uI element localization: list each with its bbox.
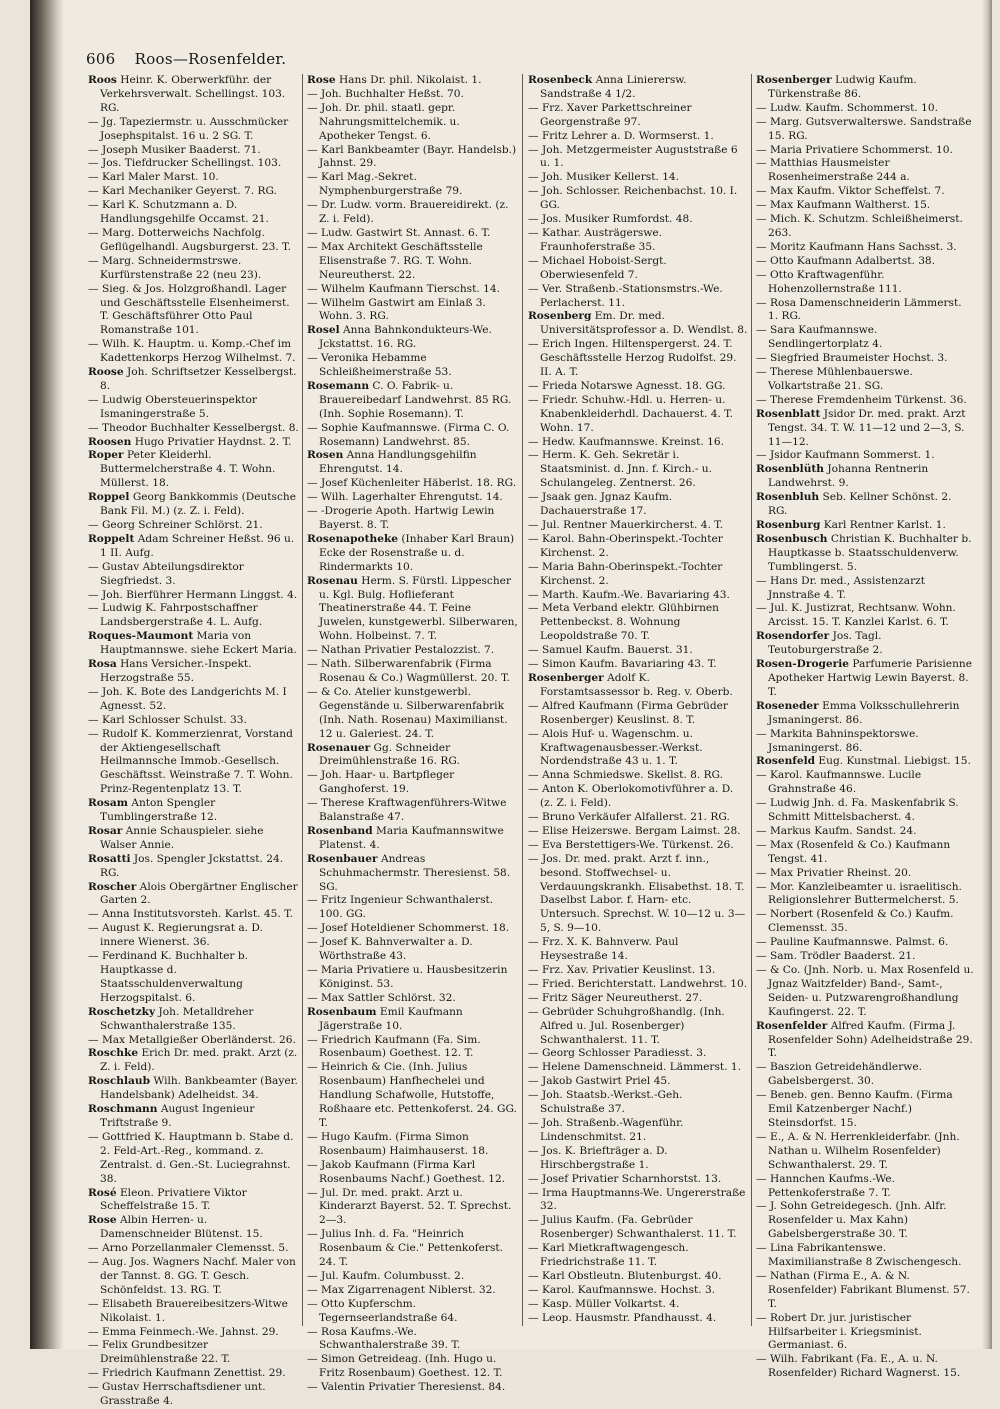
directory-entry: — Georg Schreiner Schlörst. 21. bbox=[88, 519, 263, 531]
directory-entry: — Maria Privatiere Schommerst. 10. bbox=[756, 143, 953, 156]
directory-entry: — Meta Verband elektr. Glühbirnen Pettenbeckst. 8. Wohnung Leopoldstraße 70. T. bbox=[528, 602, 719, 643]
directory-entry: — Gottfried K. Hauptmann b. Stabe d. 2. Feld-Art.-Reg., kommand. z. Zentralst. d. Gen.-St. Luciegrahnst. 38. bbox=[88, 1130, 294, 1185]
directory-entry: — Aug. Jos. Wagners Nachf. Maler von der Tannst. 8. GG. T. Gesch. Schönfeldst. 13. RG. T. bbox=[88, 1256, 296, 1296]
directory-entry: — Irma Hauptmanns-We. Ungererstraße 32. bbox=[528, 1186, 746, 1213]
directory-entry: — Hugo Kaufm. (Firma Simon Rosenbaum) Haimhauserst. 18. bbox=[307, 1130, 489, 1157]
directory-entry: — Nathan (Firma E., A. & N. Rosenfelder) Fabrikant Blumenst. 57. T. bbox=[756, 1269, 970, 1310]
directory-entry: — Marth. Kaufm.-We. Bavariaring 43. bbox=[528, 588, 730, 601]
directory-entry: — Jsaak gen. Jgnaz Kaufm. Dachauerstraße 17. bbox=[528, 491, 673, 518]
directory-entry: — Dr. Ludw. vorm. Brauereidirekt. (z. Z. i. Feld). bbox=[307, 199, 509, 226]
directory-entry: — Jg. Tapeziermstr. u. Ausschmücker Josephspitalst. 16 u. 2 SG. T. bbox=[88, 115, 289, 142]
directory-entry: — Max Privatier Rheinst. 20. bbox=[756, 866, 912, 879]
directory-entry: — Jos. Musiker Rumfordst. 48. bbox=[528, 213, 693, 226]
directory-entry: — Simon Getreideag. (Inh. Hugo u. Fritz Rosenbaum) Goethest. 12. T. bbox=[307, 1353, 503, 1380]
directory-entry: — Jos. Dr. med. prakt. Arzt f. inn., besond. Stoffwechsel- u. Verdauungskrankh. Elisabethst. 18. T. Daselbst Labor. f. Harn- etc. Untersuch. Sprechst. W. 10—12 u. 3—5, S. 9—10. bbox=[528, 852, 746, 935]
directory-entry: — Ludwig K. Fahrpostschaffner Landsbergerstraße 4. L. Aufg. bbox=[88, 602, 263, 629]
directory-entry: — Karol. Kaufmannswe. Hochst. 3. bbox=[528, 1283, 716, 1296]
page-title: Roos—Rosenfelder. bbox=[134, 50, 287, 68]
directory-entry: Rosen Anna Handlungsgehilfin Ehrengutst. 14. bbox=[307, 449, 477, 476]
directory-entry: — Wilhelm Gastwirt am Einlaß 3. Wohn. 3. RG. bbox=[307, 296, 486, 323]
directory-entry: — Maria Privatiere u. Hausbesitzerin Königinst. 53. bbox=[307, 964, 508, 990]
directory-entry: Rose Albin Herren- u. Damenschneider Blütenst. 15. bbox=[88, 1214, 263, 1241]
directory-entry: Roscher Alois Obergärtner Englischer Garten 2. bbox=[88, 880, 298, 907]
directory-entry: — Otto Kraftwagenführ. Hohenzollernstraße 111. bbox=[756, 268, 902, 295]
directory-entry: — Friedrich Kaufmann (Fa. Sim. Rosenbaum) Goethest. 12. T. bbox=[307, 1033, 481, 1060]
directory-entry: — Therese Kraftwagenführers-Witwe Balanstraße 47. bbox=[307, 797, 507, 824]
directory-entry: — Gebrüder Schuhgroßhandlg. (Inh. Alfred u. Jul. Rosenberger) Schwanthalerst. 11. T. bbox=[528, 1005, 725, 1046]
directory-entry: — Baszion Getreidehändlerwe. Gabelsbergerst. 30. bbox=[756, 1061, 922, 1088]
directory-entry: Rosel Anna Bahnkondukteurs-We. Jckstattst. 16. RG. bbox=[307, 324, 492, 351]
directory-entry: — Mich. K. Schutzm. Schleißheimerst. 263. bbox=[756, 213, 963, 239]
directory-entry: Rosa Hans Versicher.-Inspekt. Herzogstraße 55. bbox=[88, 658, 252, 684]
directory-entry: Rosam Anton Spengler Tumblingerstraße 12. bbox=[88, 797, 218, 824]
directory-entry: — Maria Bahn-Oberinspekt.-Tochter Kirchenst. 2. bbox=[528, 560, 723, 587]
directory-entry: Roques-Maumont Maria von Hauptmannswe. siehe Eckert Maria. bbox=[88, 630, 297, 657]
directory-entry: Rosenau Herm. S. Fürstl. Lippescher u. Kgl. Bulg. Hoflieferant Theatinerstraße 44. T. Feine Juwelen, kunstgewerbl. Silberwaren, Wohn. Holbeinst. 7. T. bbox=[307, 574, 518, 643]
directory-entry: — Max Sattler Schlörst. 32. bbox=[307, 991, 456, 1004]
directory-entry: — Norbert (Rosenfeld & Co.) Kaufm. Clemensst. 35. bbox=[756, 908, 954, 935]
directory-entry: — Max Kaufmann Waltherst. 15. bbox=[756, 199, 931, 212]
directory-entry: Rosenfeld Eug. Kunstmal. Liebigst. 15. bbox=[756, 755, 971, 768]
directory-entry: — Alois Huf- u. Wagenschm. u. Kraftwagenausbesser.-Werkst. Nordendstraße 43 u. 1. T. bbox=[528, 727, 703, 768]
directory-entry: — Felix Grundbesitzer Dreimühlenstraße 22. T. bbox=[88, 1339, 231, 1366]
column-divider bbox=[302, 74, 303, 1326]
directory-entry: Roper Peter Kleiderhl. Buttermelcherstraße 4. T. Wohn. Müllerst. 18. bbox=[88, 449, 276, 490]
directory-entry: — Joh. Straßenb.-Wagenführ. Lindenschmitst. 21. bbox=[528, 1116, 684, 1143]
column-divider bbox=[522, 74, 523, 1326]
directory-entry: Roppelt Adam Schreiner Heßst. 96 u. 1 II. Aufg. bbox=[88, 532, 295, 559]
directory-entry: — Nath. Silberwarenfabrik (Firma Rosenau & Co.) Wagmüllerst. 20. T. bbox=[307, 658, 510, 684]
directory-entry: — Samuel Kaufm. Bauerst. 31. bbox=[528, 644, 693, 657]
directory-entry: — Anna Schmiedswe. Skellst. 8. RG. bbox=[528, 769, 724, 782]
directory-entry: — Jul. Rentner Mauerkircherst. 4. T. bbox=[528, 519, 724, 531]
directory-entry: — Hans Dr. med., Assistenzarzt Jnnstraße 4. T. bbox=[756, 574, 925, 601]
directory-entry: — Otto Kaufmann Adalbertst. 38. bbox=[756, 254, 936, 267]
directory-column-3 bbox=[528, 74, 748, 1324]
directory-entry: Rosendorfer Jos. Tagl. Teutoburgerstraße 2. bbox=[756, 630, 883, 657]
directory-entry: — Marg. Dotterweichs Nachfolg. Geflügelhandl. Augsburgerst. 23. T. bbox=[88, 226, 291, 253]
directory-entry: — Josef K. Bahnverwalter a. D. Wörthstraße 43. bbox=[307, 936, 473, 963]
directory-entry: — Matthias Hausmeister Rosenheimerstraße 244 a. bbox=[756, 157, 910, 184]
directory-entry: — -Drogerie Apoth. Hartwig Lewin Bayerst. 8. T. bbox=[307, 505, 495, 531]
directory-entry: — Gustav Herrschaftsdiener unt. Grasstraße 4. bbox=[88, 1381, 266, 1408]
column-divider bbox=[751, 74, 752, 1326]
directory-entry: Rosenblatt Jsidor Dr. med. prakt. Arzt Tengst. 34. T. W. 11—12 und 2—3, S. 11—12. bbox=[756, 407, 966, 448]
directory-entry: — Ver. Straßenb.-Stationsmstrs.-We. Perlacherst. 11. bbox=[528, 282, 723, 309]
directory-entry: — Joh. Haar- u. Bartpfleger Ganghoferst. 19. bbox=[307, 769, 455, 796]
directory-entry: — Therese Fremdenheim Türkenst. 36. bbox=[756, 393, 967, 406]
directory-entry: — August K. Regierungsrat a. D. innere Wienerst. 36. bbox=[88, 922, 263, 949]
directory-entry: — Bruno Verkäufer Alfallerst. 21. RG. bbox=[528, 811, 730, 824]
directory-entry: — Joh. Staatsb.-Werkst.-Geh. Schulstraße 37. bbox=[528, 1089, 683, 1116]
directory-entry: — Hedw. Kaufmannswe. Kreinst. 16. bbox=[528, 435, 725, 448]
directory-entry: — Valentin Privatier Theresienst. 84. bbox=[307, 1381, 506, 1394]
directory-entry: — Heinrich & Cie. (Inh. Julius Rosenbaum) Hanfhechelei und Handlung Schafwolle, Hutstoffe, Roßhaare etc. Pettenkoferst. 24. GG. T. bbox=[307, 1061, 517, 1129]
directory-entry: — Erich Ingen. Hiltenspergerst. 24. T. Geschäftsstelle Herzog Rudolfst. 29. II. A. T. bbox=[528, 338, 737, 379]
directory-entry: — Emma Feinmech.-We. Jahnst. 29. bbox=[88, 1325, 279, 1338]
directory-entry: Rosatti Jos. Spengler Jckstattst. 24. RG. bbox=[88, 852, 284, 879]
directory-entry: — Karl Maler Marst. 10. bbox=[88, 171, 219, 184]
directory-entry: — Jul. Kaufm. Columbusst. 2. bbox=[307, 1269, 465, 1282]
directory-entry: — Friedr. Schuhw.-Hdl. u. Herren- u. Knabenkleiderhdl. Dachauerst. 4. T. Wohn. 17. bbox=[528, 393, 734, 434]
directory-entry: Roschlaub Wilh. Bankbeamter (Bayer. Handelsbank) Adelheidst. 34. bbox=[88, 1075, 298, 1102]
directory-entry: — Julius Kaufm. (Fa. Gebrüder Rosenberger) Schwanthalerst. 11. T. bbox=[528, 1214, 737, 1241]
directory-entry: — Karol. Bahn-Oberinspekt.-Tochter Kirchenst. 2. bbox=[528, 532, 723, 559]
directory-entry: — Fried. Berichterstatt. Landwehrst. 10. bbox=[528, 977, 748, 990]
directory-entry: Roschmann August Ingenieur Triftstraße 9. bbox=[88, 1103, 255, 1129]
directory-entry: — Ludwig Obersteuerinspektor Ismaningerstraße 5. bbox=[88, 393, 257, 420]
directory-entry: — Theodor Buchhalter Kesselbergst. 8. bbox=[88, 421, 299, 434]
directory-entry: — Ludwig Jnh. d. Fa. Maskenfabrik S. Schmitt Mittelsbacherst. 4. bbox=[756, 797, 959, 824]
directory-entry: — Max (Rosenfeld & Co.) Kaufmann Tengst. 41. bbox=[756, 838, 951, 865]
directory-entry: Roschke Erich Dr. med. prakt. Arzt (z. Z. i. Feld). bbox=[88, 1047, 298, 1074]
directory-entry: — Fritz Ingenieur Schwanthalerst. 100. GG. bbox=[307, 894, 494, 921]
directory-entry: — Wilh. Fabrikant (Fa. E., A. u. N. Rosenfelder) Richard Wagnerst. 15. bbox=[756, 1353, 961, 1380]
directory-entry: — Beneb. gen. Benno Kaufm. (Firma Emil Katzenberger Nachf.) Steinsdorfst. 15. bbox=[756, 1089, 953, 1129]
directory-entry: Roschetzky Joh. Metalldreher Schwanthalerstraße 135. bbox=[88, 1005, 254, 1032]
directory-entry: — Anna Institutsvorsteh. Karlst. 45. T. bbox=[88, 908, 293, 921]
directory-entry: — Max Kaufm. Viktor Scheffelst. 7. bbox=[756, 185, 945, 198]
directory-entry: — Moritz Kaufmann Hans Sachsst. 3. bbox=[756, 240, 957, 253]
directory-column-2 bbox=[307, 74, 519, 1394]
directory-entry: Rosenbluh Seb. Kellner Schönst. 2. RG. bbox=[756, 491, 952, 518]
directory-entry: Rosenfelder Alfred Kaufm. (Firma J. Rosenfelder Sohn) Adelheidstraße 29. T. bbox=[756, 1019, 973, 1060]
directory-entry: — Arno Porzellanmaler Clemensst. 5. bbox=[88, 1242, 289, 1255]
directory-entry: — Wilhelm Kaufmann Tierschst. 14. bbox=[307, 282, 500, 295]
directory-entry: — Lina Fabrikantenswe. Maximilianstraße 8 Zwischengesch. bbox=[756, 1242, 962, 1269]
directory-entry: — Sam. Trödler Baaderst. 21. bbox=[756, 950, 916, 963]
directory-entry: — Max Metallgießer Oberländerst. 26. bbox=[88, 1033, 296, 1046]
directory-entry: — Joseph Musiker Baaderst. 71. bbox=[88, 143, 261, 156]
directory-entry: — Elisabeth Brauereibesitzers-Witwe Nikolaist. 1. bbox=[88, 1297, 288, 1324]
page-edge bbox=[982, 0, 992, 1349]
directory-entry: — Friedrich Kaufmann Zenettist. 29. bbox=[88, 1367, 286, 1380]
directory-entry: — Josef Privatier Scharnhorstst. 13. bbox=[528, 1172, 722, 1185]
directory-entry: — Josef Küchenleiter Häberlst. 18. RG. bbox=[307, 477, 517, 490]
directory-entry: — Nathan Privatier Pestalozzist. 7. bbox=[307, 644, 495, 657]
directory-entry: — Ludw. Kaufm. Schommerst. 10. bbox=[756, 101, 938, 114]
directory-entry: — Karl Mietkraftwagengesch. Friedrichstraße 11. T. bbox=[528, 1242, 689, 1269]
directory-entry: — Otto Kupferschm. Tegernseerlandstraße 64. bbox=[307, 1297, 458, 1324]
directory-entry: — Josef Hoteldiener Schommerst. 18. bbox=[307, 922, 510, 935]
directory-entry: — Karol. Kaufmannswe. Lucile Grahnstraße 46. bbox=[756, 769, 922, 796]
directory-entry: — Karl Obstleutn. Blutenburgst. 40. bbox=[528, 1269, 722, 1282]
directory-entry: Rosemann C. O. Fabrik- u. Brauereibedarf Landwehrst. 85 RG. (Inh. Sophie Rosemann). T. bbox=[307, 379, 512, 420]
directory-entry: — Georg Schlosser Paradiesst. 3. bbox=[528, 1047, 707, 1060]
directory-entry: — Robert Dr. jur. juristischer Hilfsarbeiter i. Kriegsminist. Germaniast. 6. bbox=[756, 1311, 922, 1352]
directory-entry: — Pauline Kaufmannswe. Palmst. 6. bbox=[756, 936, 949, 949]
directory-entry: — & Co. Atelier kunstgewerbl. Gegenstände u. Silberwarenfabrik (Inh. Nath. Rosenau) Maximilianst. 12 u. Galeriest. 24. T. bbox=[307, 685, 508, 740]
directory-entry: Rosenberger Adolf K. Forstamtsassessor b. Reg. v. Oberb. bbox=[528, 671, 733, 698]
directory-entry: Rosenberg Em. Dr. med. Universitätsprofessor a. D. Wendlst. 8. bbox=[528, 310, 748, 337]
directory-entry: — Sara Kaufmannswe. Sendlingertorplatz 4. bbox=[756, 324, 883, 351]
directory-entry: — Jul. Dr. med. prakt. Arzt u. Kinderarzt Bayerst. 52. T. Sprechst. 2—3. bbox=[307, 1186, 512, 1227]
directory-entry: — Elise Heizerswe. Bergam Laimst. 28. bbox=[528, 824, 741, 837]
directory-entry: — Frz. Xaver Parkettschreiner Georgenstraße 97. bbox=[528, 101, 692, 128]
directory-entry: — Jul. K. Justizrat, Rechtsanw. Wohn. Arcisst. 15. T. Kanzlei Karlst. 6. T. bbox=[756, 602, 956, 629]
directory-entry: — Max Zigarrenagent Niblerst. 32. bbox=[307, 1283, 496, 1296]
page-number: 606 bbox=[86, 50, 116, 68]
directory-entry: — Joh. Bierführer Hermann Linggst. 4. bbox=[88, 588, 298, 601]
directory-entry: — Julius Inh. d. Fa. "Heinrich Rosenbaum & Cie." Pettenkoferst. 24. T. bbox=[307, 1228, 504, 1269]
directory-entry: Rosenbauer Andreas Schuhmachermstr. Theresienst. 58. SG. bbox=[307, 852, 511, 893]
directory-entry: — Frz. Xav. Privatier Keuslinst. 13. bbox=[528, 964, 716, 976]
directory-entry: — Joh. Dr. phil. staatl. gepr. Nahrungsmittelchemik. u. Apotheker Tengst. 6. bbox=[307, 101, 460, 142]
directory-entry: Rosenband Maria Kaufmannswitwe Platenst. 4. bbox=[307, 824, 504, 851]
directory-column-1 bbox=[88, 74, 300, 1408]
directory-entry: — E., A. & N. Herrenkleiderfabr. (Jnh. Nathan u. Wilhelm Rosenfelder) Schwanthalerst. 29. T. bbox=[756, 1130, 960, 1171]
directory-entry: — Karl K. Schutzmann a. D. Handlungsgehilfe Occamst. 21. bbox=[88, 199, 269, 226]
directory-entry: — Joh. K. Bote des Landgerichts M. I Agnesst. 52. bbox=[88, 685, 287, 712]
directory-entry: Rosé Eleon. Privatiere Viktor Scheffelstraße 15. T. bbox=[88, 1186, 247, 1213]
directory-entry: — Therese Mühlenbauerswe. Volkartstraße 21. SG. bbox=[756, 366, 913, 392]
directory-entry: — Alfred Kaufmann (Firma Gebrüder Rosenberger) Keuslinst. 8. T. bbox=[528, 699, 728, 726]
directory-entry: — Simon Kaufm. Bavariaring 43. T. bbox=[528, 658, 717, 671]
directory-entry: — Veronika Hebamme Schleißheimerstraße 53. bbox=[307, 352, 452, 379]
directory-entry: — Sophie Kaufmannswe. (Firma C. O. Rosemann) Landwehrst. 85. bbox=[307, 421, 510, 448]
directory-entry: — Joh. Musiker Kellerst. 14. bbox=[528, 171, 680, 184]
directory-entry: Rosenburg Karl Rentner Karlst. 1. bbox=[756, 519, 946, 531]
directory-entry: — Joh. Buchhalter Heßst. 70. bbox=[307, 87, 464, 100]
directory-entry: — Ferdinand K. Buchhalter b. Hauptkasse d. Staatsschuldenverwaltung Herzogspitalst. 6. bbox=[88, 950, 248, 1004]
directory-entry: — Fritz Säger Neureutherst. 27. bbox=[528, 991, 703, 1004]
directory-entry: — Ludw. Gastwirt St. Annast. 6. T. bbox=[307, 226, 491, 239]
directory-entry: Roppel Georg Bankkommis (Deutsche Bank Fil. M.) (z. Z. i. Feld). bbox=[88, 491, 297, 518]
directory-entry: — Jos. Tiefdrucker Schellingst. 103. bbox=[88, 157, 282, 170]
directory-entry: — Anton K. Oberlokomotivführer a. D. (z. Z. i. Feld). bbox=[528, 783, 734, 810]
directory-entry: Rosenbeck Anna Linierersw. Sandstraße 4 1/2. bbox=[528, 74, 687, 100]
directory-entry: — Rosa Kaufms.-We. Schwanthalerstraße 39. T. bbox=[307, 1325, 461, 1352]
directory-entry: — Leop. Hausmstr. Pfandhausst. 4. bbox=[528, 1311, 717, 1324]
directory-entry: Rosenapotheke (Inhaber Karl Braun) Ecke der Rosenstraße u. d. Rindermarkts 10. bbox=[307, 532, 515, 573]
directory-entry: Rosenbusch Christian K. Buchhalter b. Hauptkasse b. Staatsschuldenverw. Tumblingerst. 5. bbox=[756, 532, 972, 573]
directory-entry: — Jakob Kaufmann (Firma Karl Rosenbaums Nachf.) Goethest. 12. bbox=[307, 1158, 506, 1185]
directory-entry: — Kasp. Müller Volkartst. 4. bbox=[528, 1297, 680, 1310]
directory-entry: — Frz. X. K. Bahnverw. Paul Heysestraße 14. bbox=[528, 936, 679, 963]
directory-entry: — Karl Schlosser Schulst. 33. bbox=[88, 713, 247, 726]
directory-entry: Rosenbaum Emil Kaufmann Jägerstraße 10. bbox=[307, 1005, 463, 1032]
directory-entry: — Jsidor Kaufmann Sommerst. 1. bbox=[756, 449, 935, 462]
directory-entry: — Rosa Damenschneiderin Lämmerst. 1. RG. bbox=[756, 296, 962, 323]
directory-entry: — Karl Bankbeamter (Bayr. Handelsb.) Jahnst. 29. bbox=[307, 143, 517, 170]
directory-entry: Roos Heinr. K. Oberwerkführ. der Verkehrsverwalt. Schellingst. 103. RG. bbox=[88, 74, 286, 114]
directory-entry: — Jakob Gastwirt Priel 45. bbox=[528, 1075, 671, 1088]
directory-entry: — & Co. (Jnh. Norb. u. Max Rosenfeld u. Jgnaz Waitzfelder) Band-, Samt-, Seiden- u. Putzwarengroßhandlung Kaufingerst. 22. T. bbox=[756, 964, 974, 1018]
directory-entry: Roosen Hugo Privatier Haydnst. 2. T. bbox=[88, 435, 292, 448]
directory-entry: — Michael Hoboist-Sergt. Oberwiesenfeld 7. bbox=[528, 254, 667, 281]
directory-column-4 bbox=[756, 74, 974, 1380]
directory-entry: — Gustav Abteilungsdirektor Siegfriedst. 3. bbox=[88, 560, 244, 587]
directory-entry: — Karl Mag.-Sekret. Nymphenburgerstraße 79. bbox=[307, 171, 463, 198]
directory-entry: Roseneder Emma Volksschullehrerin Jsmaningerst. 86. bbox=[756, 699, 960, 726]
directory-entry: — Max Architekt Geschäftsstelle Elisenstraße 7. RG. T. Wohn. Neureutherst. 22. bbox=[307, 240, 483, 281]
directory-entry: — Wilh. Lagerhalter Ehrengutst. 14. bbox=[307, 491, 503, 504]
directory-entry: — Fritz Lehrer a. D. Wormserst. 1. bbox=[528, 129, 714, 142]
directory-entry: — Joh. Schlosser. Reichenbachst. 10. I. GG. bbox=[528, 185, 738, 212]
directory-entry: — Frieda Notarswe Agnesst. 18. GG. bbox=[528, 379, 726, 392]
directory-entry: Rosen-Drogerie Parfumerie Parisienne Apotheker Hartwig Lewin Bayerst. 8. T. bbox=[756, 658, 972, 698]
directory-entry: — Karl Mechaniker Geyerst. 7. RG. bbox=[88, 185, 277, 198]
book-binding bbox=[30, 0, 64, 1349]
directory-entry: — Herm. K. Geh. Sekretär i. Staatsminist. d. Jnn. f. Kirch.- u. Schulangeleg. Zentnerst. 26. bbox=[528, 449, 712, 490]
directory-entry: — Sieg. & Jos. Holzgroßhandl. Lager und Geschäftsstelle Elsenheimerst. T. Geschäftsführer Otto Paul Romanstraße 101. bbox=[88, 282, 290, 337]
directory-entry: — Hannchen Kaufms.-We. Pettenkoferstraße 7. T. bbox=[756, 1172, 895, 1199]
directory-entry: — Eva Berstettigers-We. Türkenst. 26. bbox=[528, 838, 734, 851]
directory-entry: Rosar Annie Schauspieler. siehe Walser Annie. bbox=[88, 824, 264, 851]
directory-entry: — Markita Bahninspektorswe. Jsmaningerst. 86. bbox=[756, 727, 919, 754]
directory-entry: Rosenblüth Johanna Rentnerin Landwehrst. 9. bbox=[756, 463, 929, 490]
directory-entry: — J. Sohn Getreidegesch. (Jnh. Alfr. Rosenfelder u. Max Kahn) Gabelsbergerstraße 30. T. bbox=[756, 1200, 947, 1241]
directory-entry: — Marg. Schneidermstrswe. Kurfürstenstraße 22 (neu 23). bbox=[88, 254, 262, 281]
page-header bbox=[86, 50, 286, 68]
directory-entry: Rosenauer Gg. Schneider Dreimühlenstraße 16. RG. bbox=[307, 741, 460, 768]
directory-entry: — Siegfried Braumeister Hochst. 3. bbox=[756, 352, 948, 365]
directory-entry: Rose Hans Dr. phil. Nikolaist. 1. bbox=[307, 74, 482, 86]
directory-entry: — Rudolf K. Kommerzienrat, Vorstand der Aktiengesellschaft Heilmannsche Immob.-Gesellsch. Geschäftsst. Weinstraße 7. T. Wohn. Prinz-Regentenplatz 13. T. bbox=[88, 727, 293, 796]
directory-entry: — Jos. K. Briefträger a. D. Hirschbergstraße 1. bbox=[528, 1144, 668, 1171]
directory-entry: — Joh. Metzgermeister Auguststraße 6 u. 1. bbox=[528, 143, 738, 170]
directory-entry: Rosenberger Ludwig Kaufm. Türkenstraße 86. bbox=[756, 74, 917, 100]
directory-entry: — Marg. Gutsverwalterswe. Sandstraße 15. RG. bbox=[756, 115, 972, 142]
directory-entry: — Helene Damenschneid. Lämmerst. 1. bbox=[528, 1061, 742, 1074]
directory-entry: — Markus Kaufm. Sandst. 24. bbox=[756, 824, 917, 837]
directory-entry: — Mor. Kanzleibeamter u. israelitisch. Religionslehrer Buttermelcherst. 5. bbox=[756, 880, 962, 907]
directory-entry: — Kathar. Austrägerswe. Fraunhoferstraße 35. bbox=[528, 226, 663, 253]
directory-entry: — Wilh. K. Hauptm. u. Komp.-Chef im Kadettenkorps Herzog Wilhelmst. 7. bbox=[88, 338, 296, 365]
directory-entry: Roose Joh. Schriftsetzer Kesselbergst. 8. bbox=[88, 366, 297, 392]
